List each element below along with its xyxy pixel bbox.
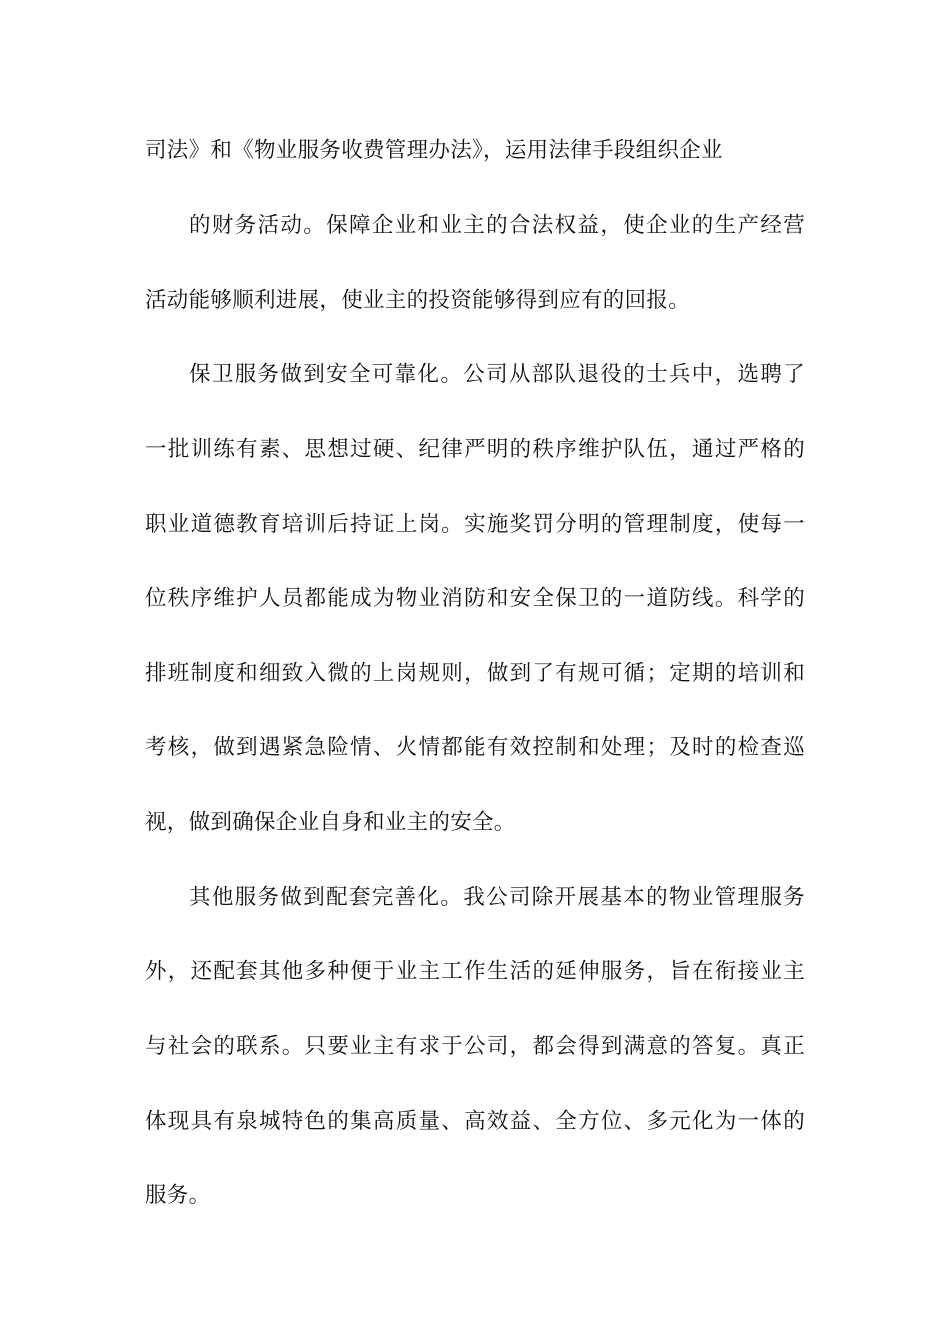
- text-line: 一批训练有素、思想过硬、纪律严明的秩序维护队伍，通过严格的: [145, 437, 805, 462]
- paragraph-start-line: 保卫服务做到安全可靠化。公司从部队退役的士兵中，选聘了: [189, 362, 805, 387]
- text-line: 外，还配套其他多种便于业主工作生活的延伸服务，旨在衔接业主: [145, 959, 805, 984]
- text-line: 与社会的联系。只要业主有求于公司，都会得到满意的答复。真正: [145, 1034, 805, 1059]
- text-line: 活动能够顺利进展，使业主的投资能够得到应有的回报。: [145, 288, 691, 313]
- text-line: 视，做到确保企业自身和业主的安全。: [145, 810, 516, 835]
- text-line: 排班制度和细致入微的上岗规则，做到了有规可循；定期的培训和: [145, 661, 805, 686]
- text-line: 司法》和《物业服务收费管理办法》，运用法律手段组织企业: [145, 138, 723, 163]
- text-line: 服务。: [145, 1183, 211, 1208]
- text-line: 体现具有泉城特色的集高质量、高效益、全方位、多元化为一体的: [145, 1109, 805, 1134]
- text-line: 的财务活动。保障企业和业主的合法权益，使企业的生产经营: [189, 213, 805, 238]
- text-line: 考核，做到遇紧急险情、火情都能有效控制和处理；及时的检查巡: [145, 735, 805, 760]
- text-line: 职业道德教育培训后持证上岗。实施奖罚分明的管理制度，使每一: [145, 512, 805, 537]
- text-line: 位秩序维护人员都能成为物业消防和安全保卫的一道防线。科学的: [145, 586, 805, 611]
- paragraph-start-line: 其他服务做到配套完善化。我公司除开展基本的物业管理服务: [189, 885, 805, 910]
